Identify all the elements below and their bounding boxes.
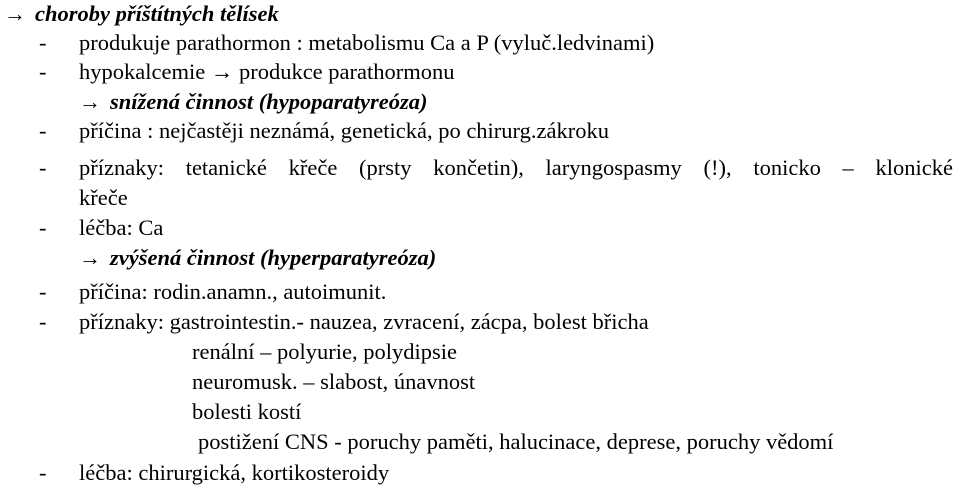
- bullet-text: hypokalcemie → produkce parathormonu: [79, 59, 455, 84]
- indented-text: bolesti kostí: [192, 399, 302, 424]
- dash-bullet: -: [39, 309, 47, 334]
- arrow-right-icon: →: [4, 1, 26, 26]
- bullet-text: léčba: chirurgická, kortikosteroidy: [79, 460, 390, 485]
- subheading: snížená činnost (hypoparatyreóza): [110, 89, 428, 114]
- bullet-text: příčina : nejčastěji neznámá, genetická, po chirurg.zákroku: [79, 118, 609, 143]
- bullet-text: léčba: Ca: [79, 215, 164, 240]
- indented-text: neuromusk. – slabost, únavnost: [192, 369, 476, 394]
- dash-bullet: -: [39, 215, 47, 240]
- continuation-text: křeče: [79, 185, 128, 210]
- bullet-text: produkuje parathormon : metabolismu Ca a P (vyluč.ledvinami): [79, 30, 655, 55]
- dash-bullet: -: [39, 118, 47, 143]
- bullet-text: příčina: rodin.anamn., autoimunit.: [79, 279, 387, 304]
- indented-text: renální – polyurie, polydipsie: [192, 339, 457, 364]
- bullet-text: příznaky: gastrointestin.- nauzea, zvracení, zácpa, bolest břicha: [79, 309, 649, 334]
- arrow-right-icon: →: [79, 89, 101, 114]
- dash-bullet: -: [39, 59, 47, 84]
- section-heading: choroby příštítných tělísek: [35, 1, 279, 26]
- dash-bullet: -: [39, 30, 47, 55]
- indented-text: postižení CNS - poruchy paměti, halucinace, deprese, poruchy vědomí: [198, 429, 834, 454]
- subheading: zvýšená činnost (hyperparatyreóza): [110, 245, 437, 270]
- arrow-right-icon: →: [79, 245, 101, 270]
- dash-bullet: -: [39, 155, 47, 180]
- dash-bullet: -: [39, 460, 47, 485]
- dash-bullet: -: [39, 279, 47, 304]
- bullet-text: příznaky: tetanické křeče (prsty končetin), laryngospasmy (!), tonicko – klonické: [79, 155, 953, 180]
